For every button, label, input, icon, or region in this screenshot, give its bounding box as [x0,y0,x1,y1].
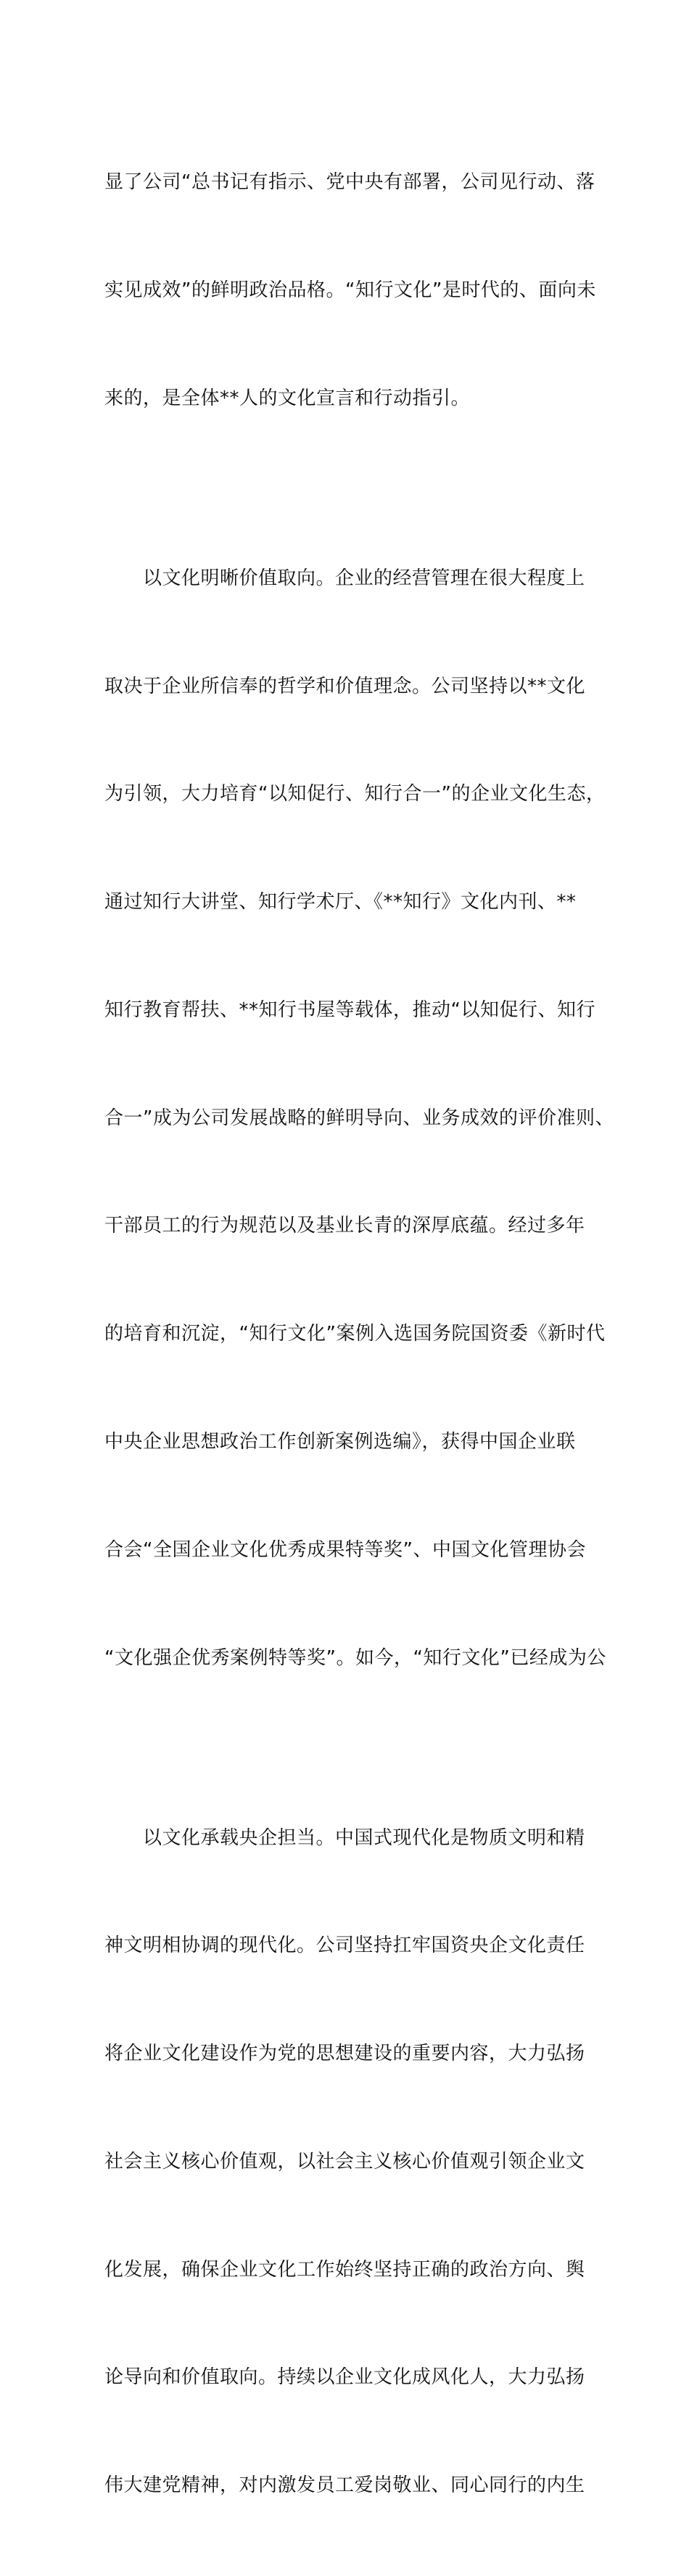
text-line: 合一”成为公司发展战略的鲜明导向、业务成效的评价准则、 [104,1107,614,1129]
text-line: 以文化承载央企担当。中国式现代化是物质文明和精 [104,1826,585,1849]
text-line: 显了公司“总书记有指示、党中央有部署，公司见行动、落 [104,171,595,194]
text-line: 合会“全国企业文化优秀成果特等奖”、中国文化管理协会 [104,1538,586,1561]
text-line: 以文化明晰价值取向。企业的经营管理在很大程度上 [104,567,585,589]
text-line: 伟大建党精神，对内激发员工爱岗敬业、同心同行的内生 [104,2474,585,2497]
text-line: 社会主义核心价值观，以社会主义核心价值观引领企业文 [104,2150,585,2173]
paragraph-2 [104,489,614,1749]
text-line: 取决于企业所信奉的哲学和价值理念。公司坚持以**文化 [104,675,586,697]
text-line: 将企业文化建设作为党的思想建设的重要内容，大力弘扬 [104,2043,585,2065]
text-line: 干部员工的行为规范以及基业长青的深厚底蕴。经过多年 [104,1215,585,1237]
paragraph-1 [104,93,596,489]
text-line: 的培育和沉淀，“知行文化”案例入选国务院国资委《新时代 [104,1323,606,1345]
text-line: 论导向和价值取向。持续以企业文化成风化人，大力弘扬 [104,2366,585,2389]
text-line: 实见成效”的鲜明政治品格。“知行文化”是时代的、面向未 [104,279,596,301]
text-line: 通过知行大讲堂、知行学术厅、《**知行》文化内刊、** [104,891,577,914]
document-body [104,93,614,2576]
text-line: “文化强企优秀案例特等奖”。如今，“知行文化”已经成为公 [104,1646,606,1669]
text-line: 来的，是全体**人的文化宣言和行动指引。 [104,387,471,409]
text-line: 为引领，大力培育“以知促行、知行合一”的企业文化生态， [104,783,606,805]
text-line: 化发展，确保企业文化工作始终坚持正确的政治方向、舆 [104,2258,585,2281]
text-line: 中央企业思想政治工作创新案例选编》，获得中国企业联 [104,1430,576,1453]
text-line: 神文明相协调的现代化。公司坚持扛牢国资央企文化责任 [104,1935,585,1957]
text-line: 知行教育帮扶、**知行书屋等载体，推动“以知促行、知行 [104,998,595,1021]
paragraph-3 [104,1748,589,2576]
